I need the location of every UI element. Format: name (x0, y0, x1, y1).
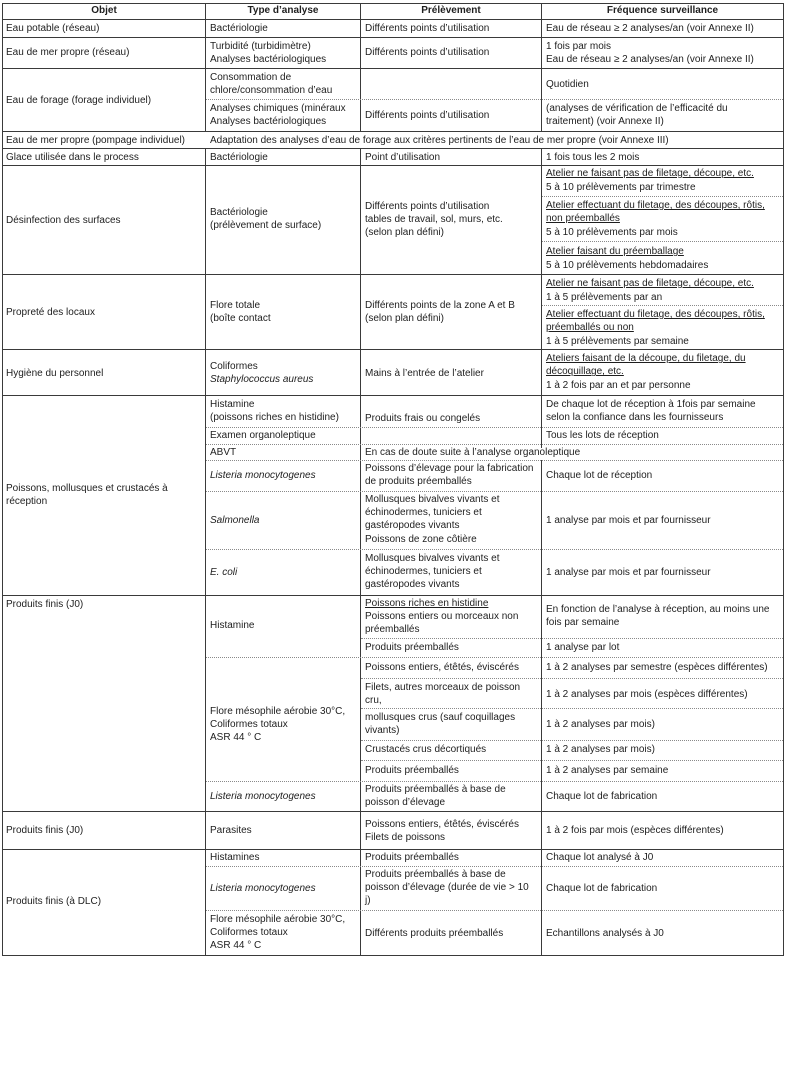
prelevement-cell: Produits préemballés (365, 642, 459, 653)
frequence-cell: 1 fois par mois Eau de réseau ≥ 2 analyses/an (voir Annexe II) (546, 41, 754, 66)
row-border (2, 3, 784, 4)
frequence-condition: Ateliers faisant de la découpe, du filetage, du décoquillage, etc. (546, 353, 746, 378)
objet-cell: Produits finis (J0) (6, 599, 84, 610)
frequence-cell: 1 à 5 prélèvements par an (546, 292, 663, 303)
header-objet: Objet (91, 5, 117, 16)
frequence-cell: 1 à 2 analyses par semaine (546, 765, 669, 776)
header-frequence: Fréquence surveillance (606, 5, 719, 16)
sub-row-divider (206, 549, 783, 550)
type-cell: Flore totale (boîte contact (210, 300, 271, 325)
row-border (2, 37, 784, 38)
frequence-condition: Atelier ne faisant pas de filetage, découpe, etc. (546, 168, 754, 179)
col-border-right (783, 3, 784, 956)
prelevement-cell: Différents points d’utilisation (365, 23, 490, 34)
prelevement-cell: Produits frais ou congelés (365, 413, 481, 424)
sub-row-divider (361, 638, 783, 639)
sub-row-divider (542, 305, 783, 306)
objet-cell: Propreté des locaux (6, 307, 95, 318)
type-cell: Flore mésophile aérobie 30°C, Coliformes totaux ASR 44 ° C (210, 914, 346, 952)
frequence-cell: 1 à 2 analyses par mois) (546, 744, 655, 755)
type-cell: Listeria monocytogenes (210, 791, 316, 802)
prelevement-cell: Différents points de la zone A et B (selon plan défini) (365, 300, 515, 325)
prelevement-cell: Différents points d’utilisation tables de travail, sol, murs, etc. (selon plan défini) (365, 201, 503, 239)
prelevement-cell: Produits préemballés (365, 852, 459, 863)
frequence-cell: 1 à 2 analyses par semestre (espèces différentes) (546, 662, 768, 673)
frequence-cell: 1 analyse par mois et par fournisseur (546, 567, 711, 578)
prelevement-cell: Poissons entiers, étêtés, éviscérés (365, 662, 519, 673)
row-border (2, 395, 784, 396)
frequence-cell: 1 à 2 analyses par mois) (546, 719, 655, 730)
type-cell: Histamine (poissons riches en histidine) (210, 399, 339, 424)
objet-cell: Désinfection des surfaces (6, 215, 121, 226)
prelevement-cell: Différents points d’utilisation (365, 47, 490, 58)
objet-cell: Poissons, mollusques et crustacés à réception (6, 483, 168, 508)
objet-cell: Eau potable (réseau) (6, 23, 100, 34)
sub-row-divider (206, 444, 783, 445)
frequence-cell: 5 à 10 prélèvements hebdomadaires (546, 260, 709, 271)
type-cell: Listeria monocytogenes (210, 883, 316, 894)
sub-row-divider (206, 427, 783, 428)
frequence-condition: Atelier faisant du préemballage (546, 246, 684, 257)
frequence-condition: Atelier effectuant du filetage, des découpes, rôtis, non préemballés (546, 200, 765, 225)
type-cell: Bactériologie (prélèvement de surface) (210, 207, 322, 232)
frequence-cell: Tous les lots de réception (546, 430, 659, 441)
prelevement-cell: Mollusques bivalves vivants et échinodermes, tuniciers et gastéropodes vivants (365, 553, 500, 591)
frequence-condition: Atelier effectuant du filetage, des découpes, rôtis, préemballés ou non (546, 309, 765, 334)
objet-cell: Eau de forage (forage individuel) (6, 95, 152, 106)
prelevement-cell: Crustacés crus décortiqués (365, 744, 487, 755)
sub-row-divider (542, 196, 783, 197)
sub-row-divider (206, 99, 783, 100)
objet-cell: Eau de mer propre (pompage individuel) (6, 135, 185, 146)
sub-row-divider (542, 241, 783, 242)
col-border-type (360, 3, 361, 131)
sub-row-divider (361, 760, 783, 761)
type-cell: Histamine (210, 620, 255, 631)
row-border (2, 68, 784, 69)
frequence-cell: Chaque lot analysé à J0 (546, 852, 654, 863)
sub-row-divider (206, 657, 783, 658)
type-cell: Analyses chimiques (minéraux Analyses bactériologiques (210, 103, 346, 128)
frequence-cell: 1 fois tous les 2 mois (546, 152, 640, 163)
prelevement-cell: Mollusques bivalves vivants et échinodermes, tuniciers et gastéropodes vivants Poissons de zone côtière (365, 494, 500, 545)
col-border-objet (205, 3, 206, 131)
frequence-cell: Echantillons analysés à J0 (546, 928, 664, 939)
type-cell: Staphylococcus aureus (210, 374, 314, 385)
type-cell: Examen organoleptique (210, 430, 316, 441)
type-cell: Parasites (210, 825, 252, 836)
row-border (2, 19, 784, 20)
prelevement-cell: Produits préemballés à base de poisson d’élevage (durée de vie > 10 j) (365, 869, 529, 907)
col-border-prel (541, 3, 542, 131)
type-cell: Listeria monocytogenes (210, 470, 316, 481)
col-border-prel (541, 148, 542, 448)
sub-row-divider (206, 910, 783, 911)
header-type-analyse: Type d’analyse (247, 5, 319, 16)
frequence-cell: 5 à 10 prélèvements par trimestre (546, 182, 696, 193)
sub-row-divider (206, 491, 783, 492)
type-cell: Turbidité (turbidimètre) Analyses bactériologiques (210, 41, 327, 66)
frequence-cell: 1 à 2 fois par an et par personne (546, 380, 691, 391)
type-cell: Bactériologie (210, 23, 268, 34)
type-cell: ABVT (210, 447, 237, 458)
objet-cell: Produits finis (à DLC) (6, 896, 102, 907)
prelevement-cell: Point d’utilisation (365, 152, 441, 163)
merged-cell: Adaptation des analyses d’eau de forage aux critères pertinents de l’eau de mer propre (voir Annexe III) (210, 135, 669, 146)
row-border (2, 274, 784, 275)
row-border (2, 148, 784, 149)
frequence-cell: De chaque lot de réception à 1fois par semaine selon la confiance dans les fournisseurs (546, 399, 756, 424)
row-border (2, 849, 784, 850)
frequence-cell: Quotidien (546, 79, 589, 90)
objet-cell: Hygiène du personnel (6, 368, 104, 379)
frequence-cell: Chaque lot de fabrication (546, 791, 658, 802)
prelevement-cell: Filets, autres morceaux de poisson cru, (365, 682, 521, 707)
frequence-cell: En fonction de l’analyse à réception, au moins une fois par semaine (546, 604, 770, 629)
prelevement-cell: Différents produits préemballés (365, 928, 504, 939)
frequence-cell: 1 analyse par mois et par fournisseur (546, 515, 711, 526)
sub-row-divider (361, 708, 783, 709)
col-border-type (360, 148, 361, 956)
frequence-cell: 1 à 2 analyses par mois (espèces différentes) (546, 689, 748, 700)
frequence-cell: Chaque lot de fabrication (546, 883, 658, 894)
prelevement-cell: Produits préemballés à base de poisson d’élevage (365, 784, 506, 809)
type-cell: Flore mésophile aérobie 30°C, Coliformes totaux ASR 44 ° C (210, 706, 346, 744)
prelevement-cell: Poissons d’élevage pour la fabrication de produits préemballés (365, 463, 534, 488)
type-cell: Histamines (210, 852, 260, 863)
sub-row-divider (361, 678, 783, 679)
prelevement-cell: Poissons entiers ou morceaux non préemballés (365, 611, 519, 636)
row-border (2, 131, 784, 132)
sub-row-divider (206, 781, 783, 782)
header-prelevement: Prélèvement (421, 5, 481, 16)
row-border (2, 811, 784, 812)
sub-row-divider (206, 866, 783, 867)
frequence-condition: Atelier ne faisant pas de filetage, découpe, etc. (546, 278, 754, 289)
prelevement-cell: mollusques crus (sauf coquillages vivants) (365, 712, 516, 737)
frequence-cell: 5 à 10 prélèvements par mois (546, 227, 678, 238)
col-border-left (2, 3, 3, 956)
objet-cell: Eau de mer propre (réseau) (6, 47, 130, 58)
prelevement-condition: Poissons riches en histidine (365, 598, 489, 609)
merged-cell: En cas de doute suite à l’analyse organoleptique (365, 447, 581, 458)
col-border-objet (205, 148, 206, 956)
prelevement-cell: Mains à l’entrée de l’atelier (365, 368, 484, 379)
row-border (2, 165, 784, 166)
row-border (2, 595, 784, 596)
type-cell: Salmonella (210, 515, 260, 526)
prelevement-cell: Produits préemballés (365, 765, 459, 776)
row-border (2, 955, 784, 956)
frequence-cell: 1 à 2 fois par mois (espèces différentes) (546, 825, 724, 836)
frequence-cell: Chaque lot de réception (546, 470, 653, 481)
prelevement-cell: Poissons entiers, étêtés, éviscérés Filets de poissons (365, 819, 519, 844)
frequence-cell: 1 à 5 prélèvements par semaine (546, 336, 689, 347)
prelevement-cell: Différents points d’utilisation (365, 110, 490, 121)
type-cell: Bactériologie (210, 152, 268, 163)
type-cell: Coliformes (210, 361, 258, 372)
frequence-cell: Eau de réseau ≥ 2 analyses/an (voir Annexe II) (546, 23, 754, 34)
sub-row-divider (361, 740, 783, 741)
sub-row-divider (206, 460, 783, 461)
row-border (2, 349, 784, 350)
frequence-cell: (analyses de vérification de l’efficacité du traitement) (voir Annexe II) (546, 103, 728, 128)
frequence-cell: 1 analyse par lot (546, 642, 620, 653)
type-cell: Consommation de chlore/consommation d’eau (210, 72, 333, 97)
objet-cell: Glace utilisée dans le process (6, 152, 139, 163)
type-cell: E. coli (210, 567, 238, 578)
objet-cell: Produits finis (J0) (6, 825, 84, 836)
